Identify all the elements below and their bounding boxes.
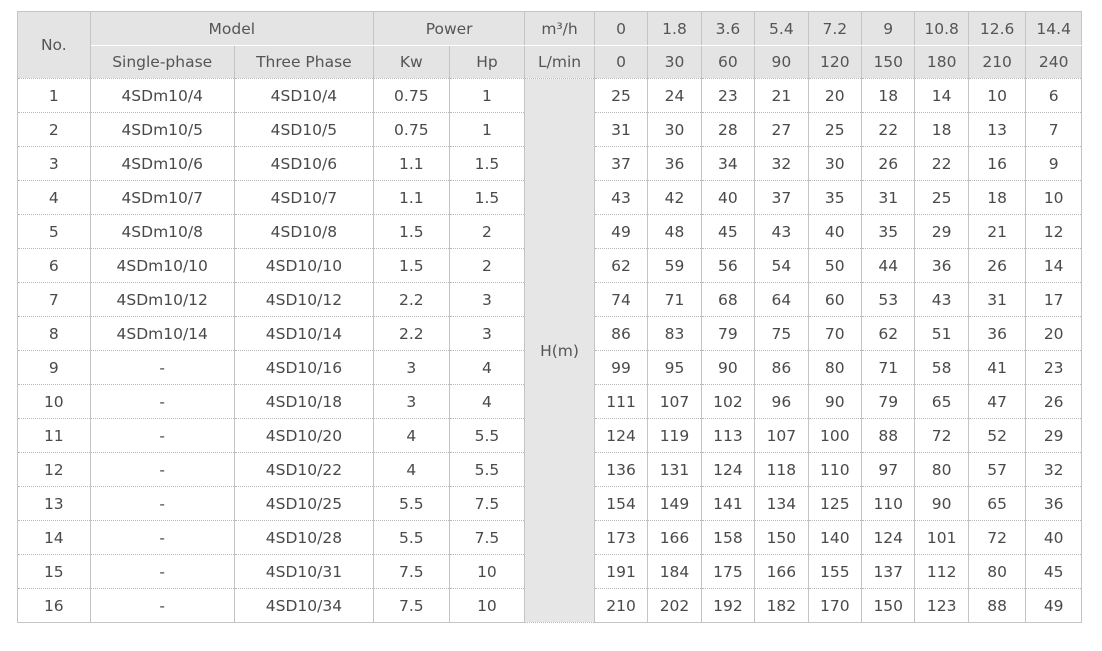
- row-number-cell: 9: [18, 351, 91, 385]
- head-value-cell: 14: [1026, 249, 1082, 283]
- head-value-cell: 16: [968, 147, 1025, 181]
- head-value-cell: 18: [968, 181, 1025, 215]
- head-value-cell: 32: [1026, 453, 1082, 487]
- row-number-cell: 11: [18, 419, 91, 453]
- head-value-cell: 32: [755, 147, 808, 181]
- three-phase-model-cell: 4SD10/16: [234, 351, 373, 385]
- power-kw-cell: 2.2: [374, 317, 450, 351]
- head-value-cell: 59: [648, 249, 701, 283]
- head-value-cell: 54: [755, 249, 808, 283]
- head-value-cell: 79: [701, 317, 754, 351]
- row-number-cell: 7: [18, 283, 91, 317]
- head-value-cell: 118: [755, 453, 808, 487]
- three-phase-model-cell: 4SD10/7: [234, 181, 373, 215]
- head-value-cell: 22: [915, 147, 968, 181]
- single-phase-model-cell: 4SDm10/4: [90, 79, 234, 113]
- col-header-flow-unit-m3h: m³/h: [525, 12, 595, 46]
- power-hp-cell: 1: [449, 113, 525, 147]
- flow-m3h-cell: 0: [594, 12, 647, 46]
- head-value-cell: 100: [808, 419, 861, 453]
- power-hp-cell: 7.5: [449, 521, 525, 555]
- pump-spec-table: [17, 11, 1082, 623]
- flow-m3h-cell: 9: [862, 12, 915, 46]
- row-number-cell: 4: [18, 181, 91, 215]
- power-kw-cell: 1.1: [374, 147, 450, 181]
- power-kw-cell: 0.75: [374, 113, 450, 147]
- head-value-cell: 17: [1026, 283, 1082, 317]
- head-value-cell: 173: [594, 521, 647, 555]
- head-value-cell: 65: [915, 385, 968, 419]
- power-kw-cell: 4: [374, 419, 450, 453]
- table-body: [18, 79, 1082, 623]
- head-value-cell: 9: [1026, 147, 1082, 181]
- single-phase-model-cell: 4SDm10/12: [90, 283, 234, 317]
- flow-lmin-cell: 180: [915, 46, 968, 79]
- head-value-cell: 56: [701, 249, 754, 283]
- head-value-cell: 57: [968, 453, 1025, 487]
- head-value-cell: 51: [915, 317, 968, 351]
- head-value-cell: 62: [862, 317, 915, 351]
- head-value-cell: 131: [648, 453, 701, 487]
- head-value-cell: 25: [915, 181, 968, 215]
- single-phase-model-cell: -: [90, 589, 234, 623]
- single-phase-model-cell: -: [90, 453, 234, 487]
- three-phase-model-cell: 4SD10/25: [234, 487, 373, 521]
- three-phase-model-cell: 4SD10/31: [234, 555, 373, 589]
- head-value-cell: 18: [915, 113, 968, 147]
- head-value-cell: 125: [808, 487, 861, 521]
- flow-m3h-cell: 5.4: [755, 12, 808, 46]
- head-value-cell: 31: [968, 283, 1025, 317]
- single-phase-model-cell: 4SDm10/5: [90, 113, 234, 147]
- head-value-cell: 48: [648, 215, 701, 249]
- head-value-cell: 175: [701, 555, 754, 589]
- flow-m3h-cell: 1.8: [648, 12, 701, 46]
- three-phase-model-cell: 4SD10/12: [234, 283, 373, 317]
- head-value-cell: 30: [648, 113, 701, 147]
- head-value-cell: 21: [755, 79, 808, 113]
- head-value-cell: 80: [808, 351, 861, 385]
- row-number-cell: 13: [18, 487, 91, 521]
- head-value-cell: 25: [808, 113, 861, 147]
- head-value-cell: 35: [862, 215, 915, 249]
- head-value-cell: 44: [862, 249, 915, 283]
- head-value-cell: 23: [1026, 351, 1082, 385]
- row-number-cell: 16: [18, 589, 91, 623]
- head-value-cell: 72: [968, 521, 1025, 555]
- head-value-cell: 192: [701, 589, 754, 623]
- head-value-cell: 22: [862, 113, 915, 147]
- head-value-cell: 155: [808, 555, 861, 589]
- head-value-cell: 97: [862, 453, 915, 487]
- col-header-kw: Kw: [374, 46, 450, 79]
- row-number-cell: 10: [18, 385, 91, 419]
- col-header-single-phase: Single-phase: [90, 46, 234, 79]
- single-phase-model-cell: 4SDm10/10: [90, 249, 234, 283]
- row-number-cell: 12: [18, 453, 91, 487]
- head-value-cell: 10: [1026, 181, 1082, 215]
- single-phase-model-cell: 4SDm10/8: [90, 215, 234, 249]
- col-header-model: Model: [90, 12, 373, 46]
- head-value-cell: 68: [701, 283, 754, 317]
- power-hp-cell: 10: [449, 589, 525, 623]
- flow-m3h-cell: 10.8: [915, 12, 968, 46]
- head-value-cell: 41: [968, 351, 1025, 385]
- head-value-cell: 13: [968, 113, 1025, 147]
- flow-m3h-cell: 14.4: [1026, 12, 1082, 46]
- head-value-cell: 45: [1026, 555, 1082, 589]
- row-number-cell: 1: [18, 79, 91, 113]
- power-hp-cell: 10: [449, 555, 525, 589]
- head-value-cell: 49: [594, 215, 647, 249]
- head-value-cell: 170: [808, 589, 861, 623]
- flow-m3h-cell: 7.2: [808, 12, 861, 46]
- head-value-cell: 80: [968, 555, 1025, 589]
- table-row: [18, 79, 1082, 113]
- head-value-cell: 37: [755, 181, 808, 215]
- flow-lmin-cell: 240: [1026, 46, 1082, 79]
- head-value-cell: 88: [968, 589, 1025, 623]
- head-value-cell: 12: [1026, 215, 1082, 249]
- three-phase-model-cell: 4SD10/28: [234, 521, 373, 555]
- head-value-cell: 65: [968, 487, 1025, 521]
- three-phase-model-cell: 4SD10/18: [234, 385, 373, 419]
- head-value-cell: 26: [968, 249, 1025, 283]
- head-value-cell: 150: [862, 589, 915, 623]
- head-value-cell: 79: [862, 385, 915, 419]
- power-kw-cell: 5.5: [374, 487, 450, 521]
- head-value-cell: 34: [701, 147, 754, 181]
- head-value-cell: 36: [1026, 487, 1082, 521]
- head-value-cell: 150: [755, 521, 808, 555]
- power-kw-cell: 3: [374, 351, 450, 385]
- head-value-cell: 37: [594, 147, 647, 181]
- header-row-2: [18, 46, 1082, 79]
- power-kw-cell: 0.75: [374, 79, 450, 113]
- three-phase-model-cell: 4SD10/5: [234, 113, 373, 147]
- power-hp-cell: 4: [449, 385, 525, 419]
- power-kw-cell: 4: [374, 453, 450, 487]
- head-value-cell: 107: [648, 385, 701, 419]
- head-value-cell: 30: [808, 147, 861, 181]
- power-hp-cell: 7.5: [449, 487, 525, 521]
- single-phase-model-cell: -: [90, 521, 234, 555]
- head-value-cell: 124: [862, 521, 915, 555]
- power-hp-cell: 2: [449, 249, 525, 283]
- head-value-cell: 134: [755, 487, 808, 521]
- head-value-cell: 102: [701, 385, 754, 419]
- head-value-cell: 36: [968, 317, 1025, 351]
- three-phase-model-cell: 4SD10/20: [234, 419, 373, 453]
- head-value-cell: 112: [915, 555, 968, 589]
- power-hp-cell: 5.5: [449, 453, 525, 487]
- head-value-cell: 123: [915, 589, 968, 623]
- flow-lmin-cell: 210: [968, 46, 1025, 79]
- head-value-cell: 124: [594, 419, 647, 453]
- head-value-cell: 124: [701, 453, 754, 487]
- row-number-cell: 2: [18, 113, 91, 147]
- head-value-cell: 40: [1026, 521, 1082, 555]
- head-value-cell: 26: [1026, 385, 1082, 419]
- power-hp-cell: 1.5: [449, 181, 525, 215]
- head-value-cell: 158: [701, 521, 754, 555]
- head-value-cell: 49: [1026, 589, 1082, 623]
- head-value-cell: 140: [808, 521, 861, 555]
- head-value-cell: 53: [862, 283, 915, 317]
- three-phase-model-cell: 4SD10/10: [234, 249, 373, 283]
- head-value-cell: 182: [755, 589, 808, 623]
- row-number-cell: 5: [18, 215, 91, 249]
- head-value-cell: 202: [648, 589, 701, 623]
- head-value-cell: 60: [808, 283, 861, 317]
- head-value-cell: 58: [915, 351, 968, 385]
- head-value-cell: 101: [915, 521, 968, 555]
- single-phase-model-cell: -: [90, 555, 234, 589]
- head-value-cell: 110: [862, 487, 915, 521]
- head-value-cell: 154: [594, 487, 647, 521]
- single-phase-model-cell: 4SDm10/7: [90, 181, 234, 215]
- head-value-cell: 90: [808, 385, 861, 419]
- head-value-cell: 113: [701, 419, 754, 453]
- head-value-cell: 136: [594, 453, 647, 487]
- power-kw-cell: 3: [374, 385, 450, 419]
- head-value-cell: 166: [755, 555, 808, 589]
- head-value-cell: 25: [594, 79, 647, 113]
- head-value-cell: 14: [915, 79, 968, 113]
- head-value-cell: 28: [701, 113, 754, 147]
- head-value-cell: 23: [701, 79, 754, 113]
- head-value-cell: 7: [1026, 113, 1082, 147]
- flow-lmin-cell: 30: [648, 46, 701, 79]
- head-value-cell: 31: [594, 113, 647, 147]
- power-hp-cell: 3: [449, 317, 525, 351]
- flow-lmin-cell: 60: [701, 46, 754, 79]
- power-kw-cell: 1.5: [374, 249, 450, 283]
- head-value-cell: 107: [755, 419, 808, 453]
- head-value-cell: 90: [701, 351, 754, 385]
- row-number-cell: 8: [18, 317, 91, 351]
- three-phase-model-cell: 4SD10/6: [234, 147, 373, 181]
- flow-lmin-cell: 90: [755, 46, 808, 79]
- head-value-cell: 10: [968, 79, 1025, 113]
- head-value-cell: 88: [862, 419, 915, 453]
- single-phase-model-cell: 4SDm10/6: [90, 147, 234, 181]
- head-value-cell: 111: [594, 385, 647, 419]
- head-value-cell: 210: [594, 589, 647, 623]
- head-value-cell: 50: [808, 249, 861, 283]
- head-value-cell: 20: [1026, 317, 1082, 351]
- flow-m3h-cell: 12.6: [968, 12, 1025, 46]
- col-header-power: Power: [374, 12, 525, 46]
- head-value-cell: 26: [862, 147, 915, 181]
- row-number-cell: 15: [18, 555, 91, 589]
- power-hp-cell: 4: [449, 351, 525, 385]
- single-phase-model-cell: -: [90, 351, 234, 385]
- head-value-cell: 80: [915, 453, 968, 487]
- head-unit-label: H(m): [525, 79, 595, 623]
- head-value-cell: 83: [648, 317, 701, 351]
- power-hp-cell: 1.5: [449, 147, 525, 181]
- power-hp-cell: 3: [449, 283, 525, 317]
- head-value-cell: 71: [648, 283, 701, 317]
- flow-lmin-cell: 120: [808, 46, 861, 79]
- power-hp-cell: 2: [449, 215, 525, 249]
- head-value-cell: 6: [1026, 79, 1082, 113]
- power-hp-cell: 1: [449, 79, 525, 113]
- head-value-cell: 52: [968, 419, 1025, 453]
- col-header-no: No.: [18, 12, 91, 79]
- head-value-cell: 24: [648, 79, 701, 113]
- power-kw-cell: 7.5: [374, 555, 450, 589]
- head-value-cell: 29: [1026, 419, 1082, 453]
- head-value-cell: 75: [755, 317, 808, 351]
- row-number-cell: 3: [18, 147, 91, 181]
- head-value-cell: 90: [915, 487, 968, 521]
- head-value-cell: 86: [594, 317, 647, 351]
- single-phase-model-cell: -: [90, 385, 234, 419]
- head-value-cell: 99: [594, 351, 647, 385]
- head-value-cell: 42: [648, 181, 701, 215]
- head-value-cell: 31: [862, 181, 915, 215]
- row-number-cell: 14: [18, 521, 91, 555]
- head-value-cell: 29: [915, 215, 968, 249]
- head-value-cell: 36: [915, 249, 968, 283]
- three-phase-model-cell: 4SD10/4: [234, 79, 373, 113]
- head-value-cell: 36: [648, 147, 701, 181]
- col-header-hp: Hp: [449, 46, 525, 79]
- head-value-cell: 71: [862, 351, 915, 385]
- head-value-cell: 64: [755, 283, 808, 317]
- head-value-cell: 96: [755, 385, 808, 419]
- head-value-cell: 166: [648, 521, 701, 555]
- head-value-cell: 62: [594, 249, 647, 283]
- head-value-cell: 21: [968, 215, 1025, 249]
- head-value-cell: 20: [808, 79, 861, 113]
- header-row-1: [18, 12, 1082, 46]
- head-value-cell: 119: [648, 419, 701, 453]
- head-value-cell: 35: [808, 181, 861, 215]
- head-value-cell: 137: [862, 555, 915, 589]
- three-phase-model-cell: 4SD10/34: [234, 589, 373, 623]
- power-kw-cell: 1.1: [374, 181, 450, 215]
- single-phase-model-cell: -: [90, 419, 234, 453]
- row-number-cell: 6: [18, 249, 91, 283]
- head-value-cell: 40: [701, 181, 754, 215]
- single-phase-model-cell: -: [90, 487, 234, 521]
- three-phase-model-cell: 4SD10/22: [234, 453, 373, 487]
- head-value-cell: 72: [915, 419, 968, 453]
- head-value-cell: 40: [808, 215, 861, 249]
- flow-lmin-cell: 150: [862, 46, 915, 79]
- col-header-flow-unit-lmin: L/min: [525, 46, 595, 79]
- head-value-cell: 43: [594, 181, 647, 215]
- head-value-cell: 191: [594, 555, 647, 589]
- head-value-cell: 27: [755, 113, 808, 147]
- head-value-cell: 149: [648, 487, 701, 521]
- head-value-cell: 95: [648, 351, 701, 385]
- three-phase-model-cell: 4SD10/14: [234, 317, 373, 351]
- head-value-cell: 47: [968, 385, 1025, 419]
- power-kw-cell: 2.2: [374, 283, 450, 317]
- head-value-cell: 45: [701, 215, 754, 249]
- single-phase-model-cell: 4SDm10/14: [90, 317, 234, 351]
- col-header-three-phase: Three Phase: [234, 46, 373, 79]
- power-hp-cell: 5.5: [449, 419, 525, 453]
- head-value-cell: 43: [755, 215, 808, 249]
- head-value-cell: 18: [862, 79, 915, 113]
- flow-lmin-cell: 0: [594, 46, 647, 79]
- head-value-cell: 184: [648, 555, 701, 589]
- power-kw-cell: 5.5: [374, 521, 450, 555]
- head-value-cell: 74: [594, 283, 647, 317]
- three-phase-model-cell: 4SD10/8: [234, 215, 373, 249]
- head-value-cell: 110: [808, 453, 861, 487]
- power-kw-cell: 1.5: [374, 215, 450, 249]
- flow-m3h-cell: 3.6: [701, 12, 754, 46]
- head-value-cell: 86: [755, 351, 808, 385]
- head-value-cell: 70: [808, 317, 861, 351]
- head-value-cell: 141: [701, 487, 754, 521]
- power-kw-cell: 7.5: [374, 589, 450, 623]
- head-value-cell: 43: [915, 283, 968, 317]
